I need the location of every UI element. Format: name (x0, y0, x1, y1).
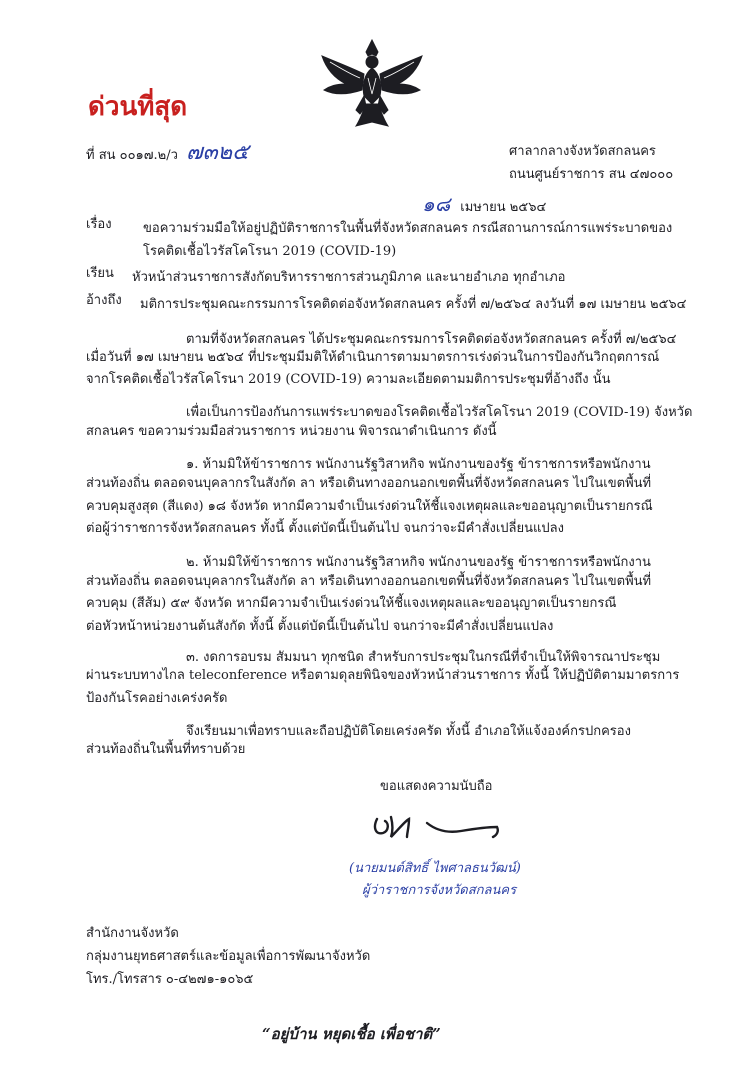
office-address-line2: ถนนศูนย์ราชการ สน ๔๗๐๐๐ (509, 167, 674, 182)
document-number-prefix: ที่ สน ๐๐๑๗.๒/ว (86, 148, 178, 163)
item-2-line-3: ควบคุม (สีส้ม) ๕๙ จังหวัด หากมีความจำเป็นเร่งด่วนให้ชี้แจงเหตุผลและขออนุญาตเป็นรายกรณี (86, 596, 617, 611)
paragraph-2-line-2: สกลนคร ขอความร่วมมือส่วนราชการ หน่วยงาน พิจารณาดำเนินการ ดังนี้ (86, 424, 497, 439)
item-1-line-2: ส่วนท้องถิ่น ตลอดจนบุคลากรในสังกัด ลา หรือเดินทางออกนอกเขตพื้นที่จังหวัดสกลนคร ไปในเขตพื้นที่ (86, 476, 652, 491)
garuda-emblem-icon (316, 34, 428, 130)
paragraph-1-line-3: จากโรคติดเชื้อไวรัสโคโรนา 2019 (COVID-19) ความละเอียดตามมติการประชุมที่อ้างถึง นั้น (86, 372, 611, 387)
to-label: เรียน (86, 266, 114, 281)
document-date-day: ๑๘ (422, 192, 451, 216)
footer-phone: โทร./โทรสาร ๐-๔๒๗๑-๑๐๖๕ (86, 972, 254, 987)
item-1-line-4: ต่อผู้ว่าราชการจังหวัดสกลนคร ทั้งนี้ ตั้งแต่บัดนี้เป็นต้นไป จนกว่าจะมีคำสั่งเปลี่ยนแปลง (86, 521, 564, 536)
paragraph-2-line-1: เพื่อเป็นการป้องกันการแพร่ระบาดของโรคติดเชื้อไวรัสโคโรนา 2019 (COVID-19) จังหวัด (186, 405, 693, 420)
item-2-line-2: ส่วนท้องถิ่น ตลอดจนบุคลากรในสังกัด ลา หรือเดินทางออกนอกเขตพื้นที่จังหวัดสกลนคร ไปในเขตพื้นที่ (86, 574, 652, 589)
paragraph-1-line-2: เมื่อวันที่ ๑๗ เมษายน ๒๕๖๔ ที่ประชุมมีมติให้ดำเนินการตามมาตรการเร่งด่วนในการป้องกันวิกฤตการณ์ (86, 350, 660, 365)
to-text: หัวหน้าส่วนราชการสังกัดบริหารราชการส่วนภูมิภาค และนายอำเภอ ทุกอำเภอ (132, 270, 566, 285)
item-3-line-3: ป้องกันโรคอย่างเคร่งครัด (86, 691, 228, 706)
signatory-name: (นายมนต์สิทธิ์ ไพศาลธนวัฒน์) (349, 861, 521, 876)
subject-line1: ขอความร่วมมือให้อยู่ปฏิบัติราชการในพื้นที่จังหวัดสกลนคร กรณีสถานการณ์การแพร่ระบาดของ (143, 221, 673, 236)
subject-label: เรื่อง (86, 217, 112, 232)
footer-office: สำนักงานจังหวัด (86, 926, 179, 941)
campaign-slogan: “อยู่บ้าน หยุดเชื้อ เพื่อชาติ” (262, 1025, 441, 1043)
handwritten-signature (365, 805, 515, 845)
item-3-line-1: ๓. งดการอบรม สัมมนา ทุกชนิด สำหรับการประชุมในกรณีที่จำเป็นให้พิจารณาประชุม (186, 650, 661, 665)
item-1-line-3: ควบคุมสูงสุด (สีแดง) ๑๘ จังหวัด หากมีความจำเป็นเร่งด่วนให้ชี้แจงเหตุผลและขออนุญาตเป็นรายกรณี (86, 499, 653, 514)
document-number-handwritten: ๗๓๒๕ (186, 140, 249, 165)
reference-label: อ้างถึง (86, 293, 122, 308)
urgency-label: ด่วนที่สุด (88, 92, 188, 122)
subject-line2: โรคติดเชื้อไวรัสโคโรนา 2019 (COVID-19) (143, 244, 397, 259)
footer-group: กลุ่มงานยุทธศาสตร์และข้อมูลเพื่อการพัฒนาจังหวัด (86, 949, 371, 964)
document-number (86, 134, 249, 169)
item-3-line-2: ผ่านระบบทางไกล teleconference หรือตามดุลยพินิจของหัวหน้าส่วนราชการ ทั้งนี้ ให้ปฏิบัติตามมาตรการ (86, 668, 680, 683)
document-date-rest: เมษายน ๒๕๖๔ (460, 200, 547, 215)
regards-text: ขอแสดงความนับถือ (380, 779, 493, 794)
item-2-line-4: ต่อหัวหน้าหน่วยงานต้นสังกัด ทั้งนี้ ตั้งแต่บัดนี้เป็นต้นไป จนกว่าจะมีคำสั่งเปลี่ยนแปลง (86, 619, 554, 634)
document-date (422, 188, 546, 220)
signatory-title: ผู้ว่าราชการจังหวัดสกลนคร (362, 883, 517, 898)
closing-line-2: ส่วนท้องถิ่นในพื้นที่ทราบด้วย (86, 742, 246, 757)
item-2-line-1: ๒. ห้ามมิให้ข้าราชการ พนักงานรัฐวิสาหกิจ พนักงานของรัฐ ข้าราชการหรือพนักงาน (186, 555, 651, 570)
paragraph-1-line-1: ตามที่จังหวัดสกลนคร ได้ประชุมคณะกรรมการโรคติดต่อจังหวัดสกลนคร ครั้งที่ ๗/๒๕๖๔ (186, 332, 677, 347)
item-1-line-1: ๑. ห้ามมิให้ข้าราชการ พนักงานรัฐวิสาหกิจ พนักงานของรัฐ ข้าราชการหรือพนักงาน (186, 457, 651, 472)
reference-text: มติการประชุมคณะกรรมการโรคติดต่อจังหวัดสกลนคร ครั้งที่ ๗/๒๕๖๔ ลงวันที่ ๑๗ เมษายน ๒๕๖๔ (140, 297, 687, 312)
office-address-line1: ศาลากลางจังหวัดสกลนคร (509, 144, 656, 159)
closing-line-1: จึงเรียนมาเพื่อทราบและถือปฏิบัติโดยเคร่งครัด ทั้งนี้ อำเภอให้แจ้งองค์กรปกครอง (186, 724, 631, 739)
